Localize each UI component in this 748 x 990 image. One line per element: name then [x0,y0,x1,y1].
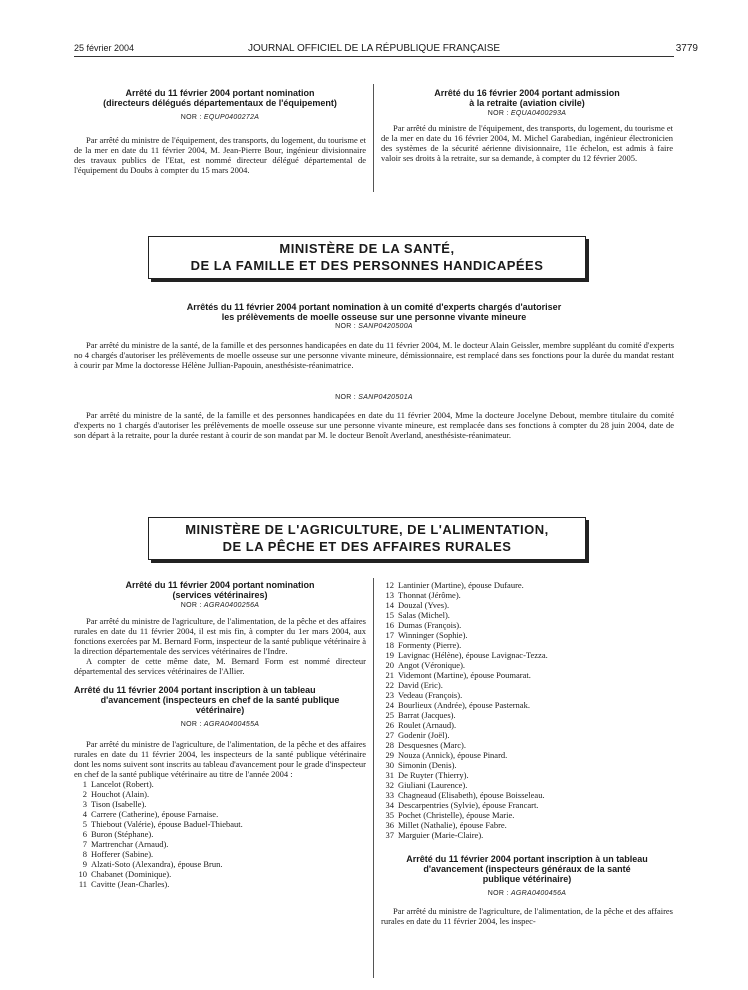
list-item [381,640,673,650]
list-item-number: 3 [82,799,87,809]
column-divider [373,578,374,978]
article-title-line: Arrêtés du 11 février 2004 portant nomination à un comité d'experts chargés d'autoriser [186,302,562,312]
agriculture-left-column [74,580,366,889]
list-item-number: 13 [385,590,394,600]
list-item-number: 10 [78,869,87,879]
list-item-number: 7 [82,839,87,849]
list-item-name: David (Eric). [398,680,443,690]
list-item [381,780,673,790]
list-item-number: 35 [385,810,394,820]
list-item-number: 27 [385,730,394,740]
list-item-name: Dumas (François). [398,620,462,630]
list-item [381,590,673,600]
column-divider [373,84,374,192]
list-item [381,690,673,700]
list-item-name: Cavitte (Jean-Charles). [91,879,170,889]
list-item [381,700,673,710]
list-item-number: 23 [385,690,394,700]
list-item-number: 5 [82,819,87,829]
article-paragraph: Par arrêté du ministre de l'équipement, des transports, du logement, du tourisme et de la mer en date du 16 février 2004, M. Michel Garabedian, ingénieur électronicien des systèmes de la sécurité aérienne divisionnaire, 11e échelon, est admis à faire valoir ses droits à la retraite, sur sa demande, à compter du 12 février 2005. [381,123,673,163]
list-item-name: Angot (Véronique). [398,660,466,670]
article-title-line: (services vétérinaires) [172,590,268,600]
list-item-number: 19 [385,650,394,660]
list-item-number: 15 [385,610,394,620]
list-item [381,810,673,820]
list-item-number: 6 [82,829,87,839]
list-item-number: 34 [385,800,394,810]
list-item [381,730,673,740]
article-paragraph: A compter de cette même date, M. Bernard Form est nommé directeur départemental des services vétérinaires de l'Allier. [74,656,366,676]
article-title-line: d'avancement (inspecteurs généraux de la santé [423,864,631,874]
article-title-line: les prélèvements de moelle osseuse sur une personne vivante mineure [221,312,527,322]
list-item [381,800,673,810]
nor-reference: NOR : SANP0420501A [335,394,413,401]
list-item-name: Giuliani (Laurence). [398,780,468,790]
list-item-number: 17 [385,630,394,640]
list-item [381,610,673,620]
list-item-name: Tison (Isabelle). [91,799,147,809]
article-paragraph: Par arrêté du ministre de l'agriculture, de l'alimentation, de la pêche et des affaires rurales en date du 11 février 2004, il est mis fin, à compter du 1er mars 2004, aux fonctions exercées par M. Bernard Form, inspecteur de la santé publique vétérinaire à la direction départementale des services vétérinaires de l'Indre. [74,616,366,656]
list-item-number: 12 [385,580,394,590]
nor-reference: NOR : AGRA0400456A [487,890,567,897]
list-item-name: Lancelot (Robert). [91,779,154,789]
list-item-name: Simonin (Denis). [398,760,457,770]
list-item-number: 37 [385,830,394,840]
list-item-name: Thiebout (Valérie), épouse Baduel-Thiebaut. [91,819,243,829]
list-item [381,670,673,680]
list-item-number: 28 [385,740,394,750]
list-item-name: Vedeau (François). [398,690,463,700]
list-item [381,820,673,830]
list-item-number: 21 [385,670,394,680]
ministry-name-line: DE LA PÊCHE ET DES AFFAIRES RURALES [222,539,512,554]
agriculture-right-column [381,580,673,926]
list-item-name: Carrere (Catherine), épouse Farnaise. [91,809,219,819]
article-title-line: Arrêté du 11 février 2004 portant inscription à un tableau [74,685,316,695]
nor-reference: NOR : EQUA0400293A [487,110,567,117]
article-paragraph: Par arrêté du ministre de l'agriculture, de l'alimentation, de la pêche et des affaires rurales en date du 11 février 2004, les inspecteurs de la santé publique vétérinaire dont les noms suivent sont inscrits au tableau d'avancement pour le grade d'inspecteur en chef de la santé publique vétérinaire au titre de l'année 2004 : [74,739,366,779]
article-paragraph: Par arrêté du ministre de l'équipement, des transports, du logement, du tourisme et de la mer en date du 11 février 2004, M. Jean-Pierre Bour, ingénieur divisionnaire des travaux publics de l'Etat, est nommé directeur délégué départemental de l'équipement du Doubs à compter du 15 mars 2004. [74,135,366,175]
list-item [381,630,673,640]
list-item-number: 22 [385,680,394,690]
list-item-number: 32 [385,780,394,790]
ministry-name-line: DE LA FAMILLE ET DES PERSONNES HANDICAPÉES [190,258,544,273]
list-item-name: Chabanet (Dominique). [91,869,172,879]
list-item-number: 8 [82,849,87,859]
list-item-number: 24 [385,700,394,710]
header-rule [74,56,674,57]
list-item-name: De Ruyter (Thierry). [398,770,469,780]
list-item-number: 9 [82,859,87,869]
list-item-name: Godenir (Joël). [398,730,450,740]
article-title-line: à la retraite (aviation civile) [469,98,585,108]
list-item [74,869,366,879]
list-item-number: 18 [385,640,394,650]
list-item [74,789,366,799]
list-item [381,650,673,660]
journal-title: JOURNAL OFFICIEL DE LA RÉPUBLIQUE FRANÇAISE [247,43,501,54]
list-item-number: 4 [82,809,87,819]
list-item-number: 1 [82,779,87,789]
list-item [381,580,673,590]
list-item-number: 29 [385,750,394,760]
list-item [74,819,366,829]
list-item-name: Videmont (Martine), épouse Poumarat. [398,670,531,680]
list-item-number: 11 [78,879,87,889]
list-item-number: 14 [385,600,394,610]
list-item [74,839,366,849]
article-equipement-nomination [74,88,366,175]
list-item [74,879,366,889]
nor-reference: NOR : AGRA0400256A [180,602,260,609]
avancement-list [381,580,673,840]
nor-reference: NOR : EQUP0400272A [180,114,260,121]
list-item-name: Lavignac (Hélène), épouse Lavignac-Tezza. [398,650,548,660]
list-item-name: Barrat (Jacques). [398,710,456,720]
list-item [74,779,366,789]
list-item-name: Formenty (Pierre). [398,640,462,650]
article-title-line: publique vétérinaire) [482,874,572,884]
list-item [381,600,673,610]
list-item-number: 25 [385,710,394,720]
list-item-name: Douzal (Yves). [398,600,450,610]
article-title-line: d'avancement (inspecteurs en chef de la santé publique [100,695,340,705]
nor-reference: NOR : SANP0420500A [335,323,413,330]
list-item-name: Descarpentries (Sylvie), épouse Francart. [398,800,539,810]
list-item-name: Buron (Stéphane). [91,829,154,839]
article-title-line: Arrêté du 11 février 2004 portant inscription à un tableau [406,854,648,864]
header-date: 25 février 2004 [74,43,135,53]
article-title-line: (directeurs délégués départementaux de l'équipement) [103,98,337,108]
ministry-sante-banner [148,236,586,279]
list-item-name: Desquesnes (Marc). [398,740,466,750]
list-item-name: Pochet (Christelle), épouse Marie. [398,810,515,820]
list-item-name: Salas (Michel). [398,610,450,620]
ministry-name-line: MINISTÈRE DE L'AGRICULTURE, DE L'ALIMENTATION, [185,522,549,537]
list-item-number: 2 [82,789,87,799]
article-title-line: Arrêté du 11 février 2004 portant nomination [125,580,315,590]
ministry-name-line: MINISTÈRE DE LA SANTÉ, [279,241,455,256]
list-item [381,680,673,690]
list-item-name: Millet (Nathalie), épouse Fabre. [398,820,507,830]
list-item [381,620,673,630]
list-item-name: Marguier (Marie-Claire). [398,830,484,840]
list-item-name: Alzati-Soto (Alexandra), épouse Brun. [91,859,223,869]
article-comite-experts [74,302,674,440]
list-item-number: 31 [385,770,394,780]
article-title-line: Arrêté du 16 février 2004 portant admission [434,88,620,98]
list-item-number: 30 [385,760,394,770]
list-item-name: Winninger (Sophie). [398,630,468,640]
list-item-name: Lantinier (Martine), épouse Dufaure. [398,580,524,590]
list-item [381,660,673,670]
article-title-line: Arrêté du 11 février 2004 portant nomination [125,88,315,98]
list-item-name: Thonnat (Jérôme). [398,590,461,600]
list-item [74,829,366,839]
avancement-list [74,779,366,889]
list-item [381,790,673,800]
list-item [74,859,366,869]
list-item [381,760,673,770]
list-item [381,740,673,750]
ministry-agriculture-banner [148,517,586,560]
list-item-number: 16 [385,620,394,630]
list-item-name: Roulet (Arnaud). [398,720,457,730]
article-paragraph: Par arrêté du ministre de la santé, de la famille et des personnes handicapées en date du 11 février 2004, M. le docteur Alain Geissler, membre suppléant du comité d'experts no 4 chargés d'autoriser les prélèvements de moelle osseuse sur une personne vivante mineure, démissionnaire, est remplacé dans ses fonctions pour la durée du mandat restant à courir par Mme la doctoresse Hélène Jullian-Papouin, anesthésiste-réanimatrice. [74,340,674,370]
list-item [74,849,366,859]
list-item-name: Hofferer (Sabine). [91,849,154,859]
article-title-line: vétérinaire) [195,705,245,715]
list-item-name: Nouza (Annick), épouse Pinard. [398,750,508,760]
list-item-number: 36 [385,820,394,830]
page-number: 3779 [675,43,698,54]
article-aviation-retraite [381,88,673,163]
article-paragraph: Par arrêté du ministre de l'agriculture, de l'alimentation, de la pêche et des affaires rurales en date du 11 février 2004, les inspec- [381,906,673,926]
nor-reference: NOR : AGRA0400455A [180,721,260,728]
list-item [74,809,366,819]
list-item [381,750,673,760]
list-item [381,830,673,840]
list-item-number: 33 [385,790,394,800]
list-item-name: Chagneaud (Elisabeth), épouse Boisseleau. [398,790,545,800]
list-item [74,799,366,809]
article-paragraph: Par arrêté du ministre de la santé, de la famille et des personnes handicapées en date du 11 février 2004, Mme la docteure Jocelyne Debout, membre titulaire du comité d'experts no 1 chargés d'autoriser les prélèvements de moelle osseuse sur une personne vivante mineure, est remplacée dans ses fonctions à compter du 28 juin 2004, date de son départ à la retraite, pour la durée restant à courir de son mandat par M. le docteur Benoît Averland, anesthésiste-réanimateur. [74,410,674,440]
list-item [381,720,673,730]
list-item [381,710,673,720]
list-item-name: Bourlieux (Andrée), épouse Pasternak. [398,700,530,710]
list-item-number: 20 [385,660,394,670]
list-item-number: 26 [385,720,394,730]
list-item-name: Martrenchar (Arnaud). [91,839,169,849]
list-item [381,770,673,780]
list-item-name: Houchot (Alain). [91,789,150,799]
